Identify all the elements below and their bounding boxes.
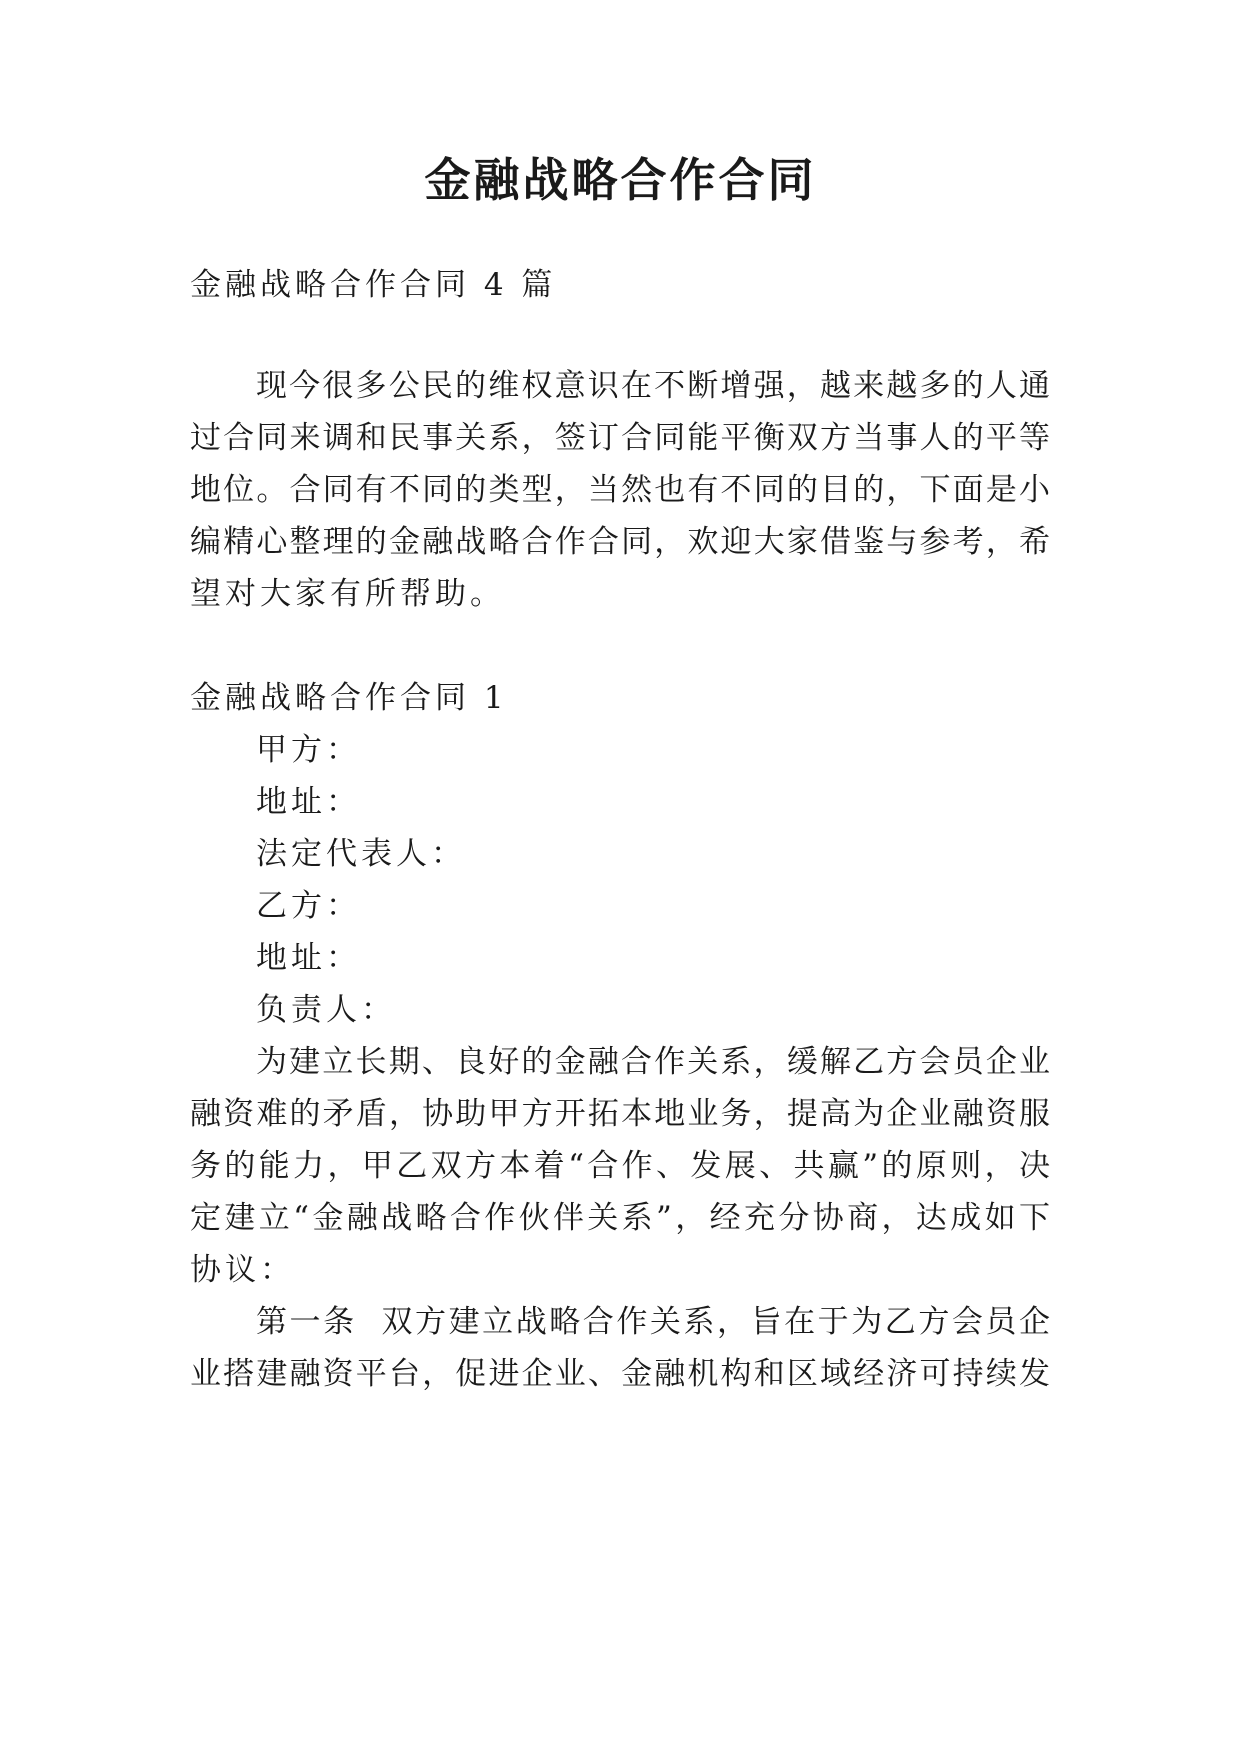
section-heading: 金融战略合作合同 1 <box>190 680 508 716</box>
article-line: 业搭建融资平台，促进企业、金融机构和区域经济可持续发 <box>190 1356 1050 1392</box>
preamble-line: 定建立“金融战略合作伙伴关系”，经充分协商，达成如下 <box>190 1200 1050 1236</box>
field-party-b: 乙方： <box>256 888 361 924</box>
intro-line: 编精心整理的金融战略合作合同，欢迎大家借鉴与参考，希 <box>190 524 1050 560</box>
preamble-line: 融资难的矛盾，协助甲方开拓本地业务，提高为企业融资服 <box>190 1096 1050 1132</box>
field-party-a: 甲方： <box>256 732 361 768</box>
document-title: 金融战略合作合同 <box>424 153 817 207</box>
article-line: 第一条 双方建立战略合作关系，旨在于为乙方会员企 <box>256 1304 1050 1340</box>
preamble-line: 务的能力，甲乙双方本着“合作、发展、共赢”的原则，决 <box>190 1148 1050 1184</box>
field-address-b: 地址： <box>256 940 361 976</box>
preamble-line: 协议： <box>190 1252 295 1288</box>
preamble-line: 为建立长期、良好的金融合作关系，缓解乙方会员企业 <box>256 1044 1050 1080</box>
intro-line: 过合同来调和民事关系，签订合同能平衡双方当事人的平等 <box>190 420 1050 456</box>
intro-line: 现今很多公民的维权意识在不断增强，越来越多的人通 <box>256 368 1050 404</box>
document-subtitle: 金融战略合作合同 4 篇 <box>190 267 557 303</box>
intro-line: 望对大家有所帮助。 <box>190 576 505 612</box>
field-person-in-charge: 负责人： <box>256 992 396 1028</box>
field-legal-representative: 法定代表人： <box>256 836 466 872</box>
intro-line: 地位。合同有不同的类型，当然也有不同的目的，下面是小 <box>190 472 1050 508</box>
field-address-a: 地址： <box>256 784 361 820</box>
